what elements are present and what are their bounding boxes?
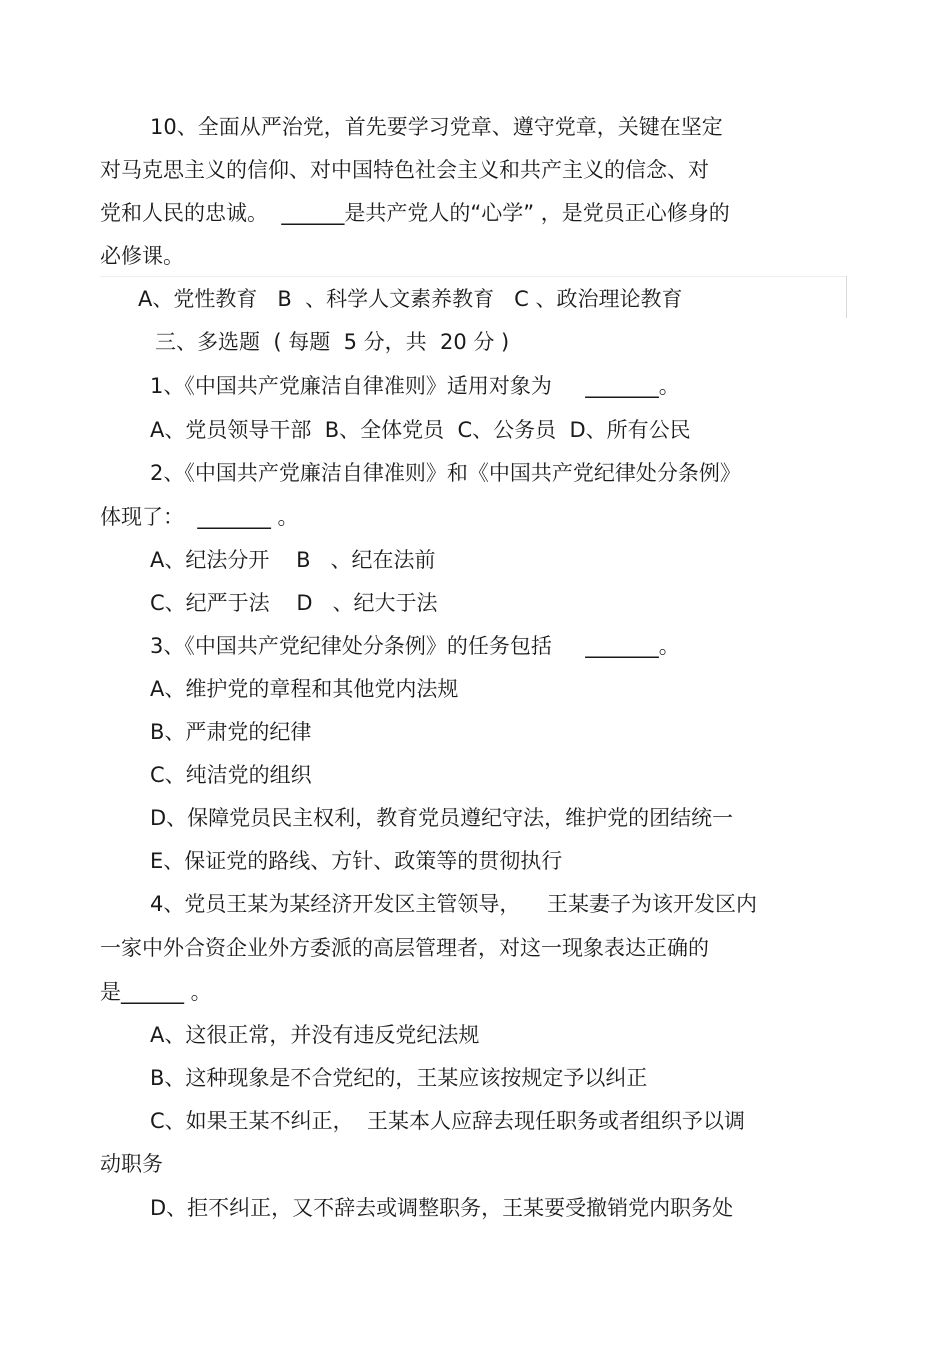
m4-stem-line-2: 一家中外合资企业外方委派的高层管理者，对这一现象表达正确的	[100, 936, 709, 960]
column-divider	[846, 276, 847, 318]
m2-options-ab: A、纪法分开 B 、纪在法前	[150, 548, 436, 572]
m4-option-a: A、这很正常，并没有违反党纪法规	[150, 1023, 480, 1047]
m3-stem: 3、《中国共产党纪律处分条例》的任务包括 _______。	[150, 634, 680, 658]
q10-stem-line-1: 10、全面从严治党，首先要学习党章、遵守党章，关键在坚定	[150, 115, 723, 139]
m4-option-c-line-1: C、如果王某不纠正， 王某本人应辞去现任职务或者组织予以调	[150, 1109, 746, 1133]
m3-option-d: D、保障党员民主权利，教育党员遵纪守法，维护党的团结统一	[150, 806, 734, 830]
m2-options-cd: C、纪严于法 D 、纪大于法	[150, 591, 438, 615]
q10-stem-line-2: 对马克思主义的信仰、对中国特色社会主义和共产主义的信念、对	[100, 158, 709, 182]
m4-stem-line-3: 是______ 。	[100, 980, 212, 1004]
m3-option-a: A、维护党的章程和其他党内法规	[150, 677, 459, 701]
m2-stem-line-2: 体现了： _______ 。	[100, 505, 299, 529]
q10-stem-line-3: 党和人民的忠诚。 ______是共产党人的“心学” ，是党员正心修身的	[100, 201, 730, 225]
section-heading: 三、多选题 ( 每题 5 分，共 20 分 )	[155, 330, 510, 354]
m3-option-c: C、纯洁党的组织	[150, 763, 312, 787]
m1-stem: 1、《中国共产党廉洁自律准则》适用对象为 _______。	[150, 374, 680, 398]
q10-options: A、党性教育 B 、科学人文素养教育 C 、政治理论教育	[138, 287, 683, 311]
m4-option-c-line-2: 动职务	[100, 1152, 163, 1176]
row-divider	[100, 276, 847, 277]
m2-stem-line-1: 2、《中国共产党廉洁自律准则》和《中国共产党纪律处分条例》	[150, 461, 741, 485]
m4-option-b: B、这种现象是不合党纪的，王某应该按规定予以纠正	[150, 1066, 648, 1090]
m3-option-e: E、保证党的路线、方针、政策等的贯彻执行	[150, 849, 563, 873]
q10-stem-line-4: 必修课。	[100, 244, 184, 268]
m3-option-b: B、严肃党的纪律	[150, 720, 312, 744]
m4-option-d: D、拒不纠正，又不辞去或调整职务，王某要受撤销党内职务处	[150, 1196, 734, 1220]
m4-stem-line-1: 4、党员王某为某经济开发区主管领导， 王某妻子为该开发区内	[150, 892, 758, 916]
m1-options: A、党员领导干部 B、全体党员 C、公务员 D、所有公民	[150, 418, 691, 442]
